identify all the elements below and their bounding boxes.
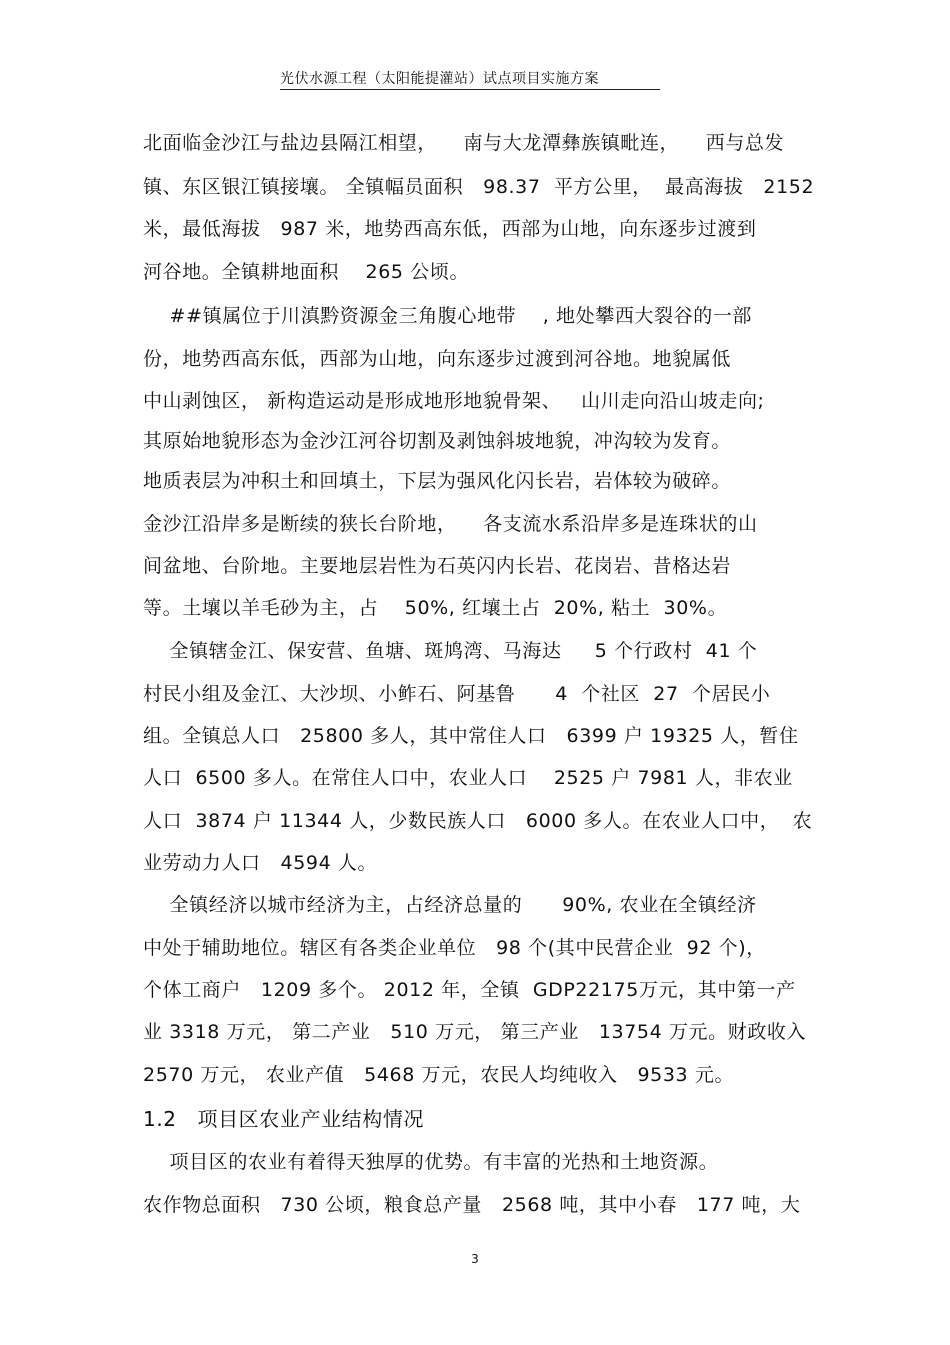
body-line: 北面临金沙江与盐边县隔江相望， 南与大龙潭彝族镇毗连， 西与总发 bbox=[143, 132, 785, 154]
body-line: 人口 3874 户 11344 人，少数民族人口 6000 多人。在农业人口中， 农 bbox=[143, 810, 813, 832]
page-header-title: 光伏水源工程（太阳能提灌站）试点项目实施方案 bbox=[280, 71, 599, 87]
body-line: 其原始地貌形态为金沙江河谷切割及剥蚀斜坡地貌，冲沟较为发育。 bbox=[143, 430, 732, 452]
body-line: 个体工商户 1209 多个。 2012 年，全镇 GDP22175万元，其中第一产 bbox=[143, 979, 796, 1001]
body-line: 农作物总面积 730 公顷，粮食总产量 2568 吨，其中小春 177 吨，大 bbox=[143, 1194, 801, 1216]
body-line: 业劳动力人口 4594 人。 bbox=[143, 852, 378, 874]
body-line: 份，地势西高东低，西部为山地，向东逐步过渡到河谷地。地貌属低 bbox=[143, 348, 732, 370]
body-line: 米，最低海拔 987 米，地势西高东低，西部为山地，向东逐步过渡到 bbox=[143, 218, 757, 240]
body-line: ##镇属位于川滇黔资源金三角腹心地带 , 地处攀西大裂谷的一部 bbox=[143, 305, 753, 327]
body-line: 间盆地、台阶地。主要地层岩性为石英闪内长岩、花岗岩、昔格达岩 bbox=[143, 555, 732, 577]
body-line: 等。土壤以羊毛砂为主，占 50%, 红壤土占 20%, 粘土 30%。 bbox=[143, 597, 728, 619]
body-line: 中山剥蚀区， 新构造运动是形成地形地貌骨架、 山川走向沿山坡走向; bbox=[143, 390, 765, 412]
body-line: 镇、东区银江镇接壤。 全镇幅员面积 98.37 平方公里， 最高海拔 2152 bbox=[143, 176, 815, 198]
section-heading: 1.2 项目区农业产业结构情况 bbox=[143, 1107, 425, 1131]
body-line: 全镇辖金江、保安营、鱼塘、斑鸠湾、马海达 5 个行政村 41 个 bbox=[143, 640, 758, 662]
body-line: 2570 万元， 农业产值 5468 万元，农民人均纯收入 9533 元。 bbox=[143, 1064, 735, 1086]
body-line: 地质表层为冲积土和回填土，下层为强风化闪长岩，岩体较为破碎。 bbox=[143, 470, 732, 492]
body-line: 项目区的农业有着得天独厚的优势。有丰富的光热和土地资源。 bbox=[143, 1151, 719, 1173]
body-line: 中处于辅助地位。辖区有各类企业单位 98 个(其中民营企业 92 个)， bbox=[143, 937, 766, 959]
body-line: 业 3318 万元， 第二产业 510 万元， 第三产业 13754 万元。财政收入 bbox=[143, 1021, 807, 1043]
body-line: 全镇经济以城市经济为主，占经济总量的 90%, 农业在全镇经济 bbox=[143, 894, 757, 916]
page-header-rule bbox=[280, 89, 660, 90]
body-line: 组。全镇总人口 25800 多人，其中常住人口 6399 户 19325 人，暂住 bbox=[143, 725, 799, 747]
body-line: 村民小组及金江、大沙坝、小鲊石、阿基鲁 4 个社区 27 个居民小 bbox=[143, 683, 771, 705]
body-line: 河谷地。全镇耕地面积 265 公顷。 bbox=[143, 261, 470, 283]
page-number: 3 bbox=[471, 1252, 479, 1266]
body-line: 人口 6500 多人。在常住人口中，农业人口 2525 户 7981 人，非农业 bbox=[143, 767, 793, 789]
body-line: 金沙江沿岸多是断续的狭长台阶地， 各支流水系沿岸多是连珠状的山 bbox=[143, 513, 758, 535]
